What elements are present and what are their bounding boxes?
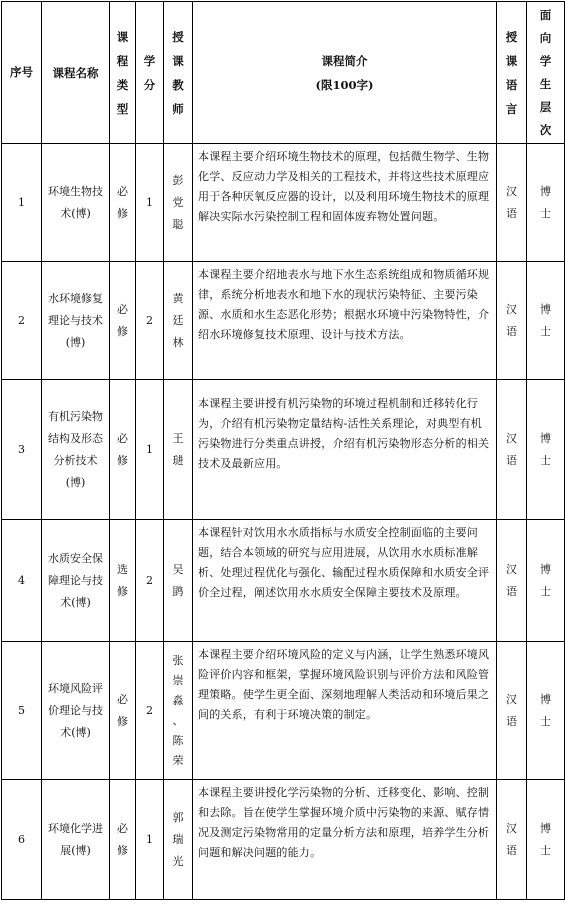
table-row [2,144,565,262]
header-teacher-char: 师 [172,101,184,116]
course-teacher: 张 崇 淼 、 陈 荣 [164,642,193,780]
course-name: 有机污染物结构及形态分析技术(博) [42,380,110,520]
course-intro: 本课程主要介绍环境风险的定义与内涵，让学生熟悉环境风险评价内容和框架，掌握环境风险识别与评价方法和风险管理策略。使学生更全面、深刻地理解人类活动和环境后果之间的关系，有利于环境决策的制定。 [193,642,497,780]
header-teacher-char: 教 [172,77,184,92]
header-type-char: 课 [116,29,129,44]
course-teacher: 吴 鹍 [164,520,193,642]
header-course-name: 课程名称 [42,2,110,144]
header-teacher-char: 课 [172,53,184,68]
course-credit: 2 [136,520,164,642]
course-intro: 本课程主要讲授化学污染物的分析、迁移变化、影响、控制和去除。旨在使学生掌握环境介质中污染物的来源、赋存情况及测定污染物常用的定量分析方法和原理，培养学生分析问题和解决问题的能力。 [193,780,497,900]
header-student-level [527,2,565,144]
header-level-char: 向 [539,30,552,45]
table-row [2,780,565,900]
header-teacher [164,2,193,144]
header-level-char: 面 [539,7,552,22]
course-language: 汉 语 [497,380,527,520]
course-type: 必 修 [110,144,136,262]
course-name: 水质安全保障理论与技术(博) [42,520,110,642]
row-index: 5 [2,642,42,780]
course-teacher: 彭 党 聪 [164,144,193,262]
row-index: 6 [2,780,42,900]
header-credit-char: 学 [143,53,156,68]
course-name: 环境化学进展(博) [42,780,110,900]
student-level: 博 士 [527,780,565,900]
header-credit-char: 分 [143,77,156,92]
course-intro: 本课程针对饮用水水质指标与水质安全控制面临的主要问题，结合本领域的研究与应用进展，从饮用水水质标准解析、处理过程优化与强化、输配过程水质保障和水质安全评价全过程，阐述饮用水水质安全保障主要技术及原理。 [193,520,497,642]
course-table [1,1,565,900]
header-teacher-char: 授 [172,29,184,44]
row-index: 3 [2,380,42,520]
course-intro: 本课程主要讲授有机污染物的环境过程机制和迁移转化行为，介绍有机污染物定量结构-活性关系理论，对典型有机污染物进行分类重点讲授，介绍有机污染物形态分析的相关技术及最新应用。 [193,380,497,520]
header-level-char: 层 [539,99,552,114]
course-language: 汉 语 [497,780,527,900]
course-type: 必 修 [110,380,136,520]
header-credit [136,2,164,144]
header-language-char: 言 [505,101,518,116]
header-intro-limit: (限100字) [315,77,374,92]
student-level: 博 士 [527,144,565,262]
course-type: 必 修 [110,780,136,900]
header-language-char: 课 [505,53,518,68]
student-level: 博 士 [527,642,565,780]
course-credit: 2 [136,642,164,780]
course-credit: 1 [136,144,164,262]
header-index: 序号 [2,2,42,144]
course-intro: 本课程主要介绍环境生物技术的原理，包括微生物学、生物化学、反应动力学及相关的工程技术，并将这些技术原理应用于各种厌氧反应器的设计，以及利用环境生物技术的原理解决实际水污染控制工程和固体废弃物处置问题。 [193,144,497,262]
header-language [497,2,527,144]
course-name: 环境生物技术(博) [42,144,110,262]
student-level: 博 士 [527,262,565,380]
header-language-char: 授 [505,29,518,44]
row-index: 1 [2,144,42,262]
row-index: 4 [2,520,42,642]
course-name: 水环境修复理论与技术(博) [42,262,110,380]
header-intro [193,2,497,144]
course-type: 选 修 [110,520,136,642]
table-row [2,520,565,642]
course-teacher: 黄 廷 林 [164,262,193,380]
course-teacher: 王 琎 [164,380,193,520]
course-language: 汉 语 [497,520,527,642]
course-type: 必 修 [110,262,136,380]
header-level-char: 生 [539,76,552,91]
student-level: 博 士 [527,520,565,642]
course-teacher: 郭 瑞 光 [164,780,193,900]
course-language: 汉 语 [497,262,527,380]
course-credit: 2 [136,262,164,380]
header-type-char: 类 [116,77,129,92]
header-type-char: 程 [116,53,129,68]
table-row [2,642,565,780]
header-language-char: 语 [505,77,518,92]
header-level-char: 学 [539,53,552,68]
header-intro-title: 课程简介 [321,53,368,68]
header-row [2,2,565,144]
row-index: 2 [2,262,42,380]
course-language: 汉 语 [497,144,527,262]
header-course-type [110,2,136,144]
course-intro: 本课程主要介绍地表水与地下水生态系统组成和物质循环规律，系统分析地表水和地下水的现状污染特征、主要污染源、水质和水生态恶化形势；根据水环境中污染物特性，介绍水环境修复技术原理、设计与技术方法。 [193,262,497,380]
header-level-char: 次 [539,122,552,137]
course-name: 环境风险评价理论与技术(博) [42,642,110,780]
course-type: 必 修 [110,642,136,780]
student-level: 博 士 [527,380,565,520]
table-row [2,262,565,380]
course-credit: 1 [136,780,164,900]
header-type-char: 型 [116,101,129,116]
course-language: 汉 语 [497,642,527,780]
table-row [2,380,565,520]
course-credit: 1 [136,380,164,520]
